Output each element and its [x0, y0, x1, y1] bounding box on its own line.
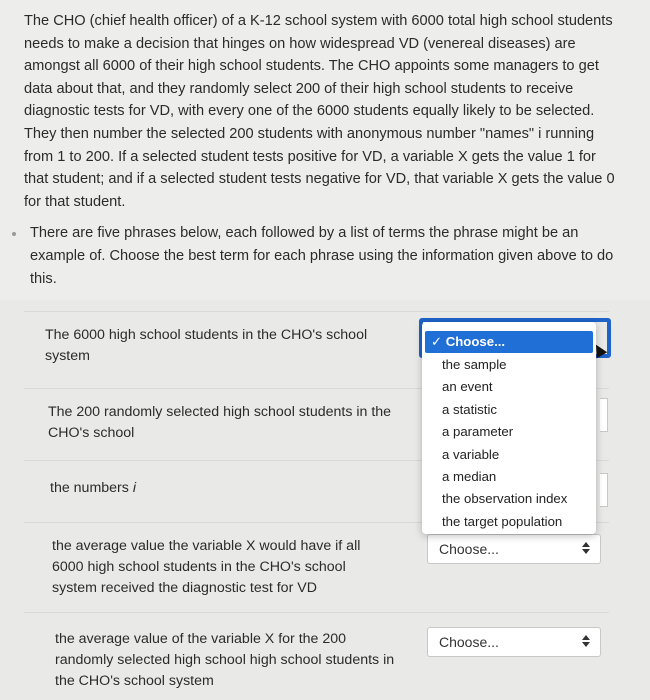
dropdown-option[interactable]: the sample [442, 357, 507, 372]
phrase-3-select-edge[interactable] [600, 473, 608, 507]
question-paragraph: The CHO (chief health officer) of a K-12 school system with 6000 total high school students needs to make a decision that hinges on how widespread VD (venereal diseases) are amongst all 6000 of their high school students. The CHO appoints some managers to get data about that, and they randomly select 200 of their high school students to receive diagnostic tests for VD, with every one of the 6000 students equally likely to be selected. They then number the selected 200 students with anonymous number "names" i running from 1 to 200. If a selected student tests positive for VD, a variable X gets the value 1 for that student; and if a selected student tests negative for VD, that variable X gets the value 0 for that student. [24, 13, 615, 210]
phrase-3-label [50, 478, 250, 499]
instructions-paragraph: There are five phrases below, each followed by a list of terms the phrase might be an example of. Choose the best term for each phrase using the information given above to do this. [30, 225, 614, 287]
bullet-icon [12, 232, 16, 236]
dropdown-option[interactable]: the target population [442, 513, 563, 529]
phrase-1-label: The 6000 high school students in the CHO's school system [45, 327, 368, 364]
dropdown-option[interactable]: a median [442, 469, 497, 484]
dropdown-option-choose[interactable]: ✓ Choose... [425, 331, 593, 353]
question-intro [0, 0, 650, 300]
phrase-3-text: the numbers [50, 480, 129, 496]
select-value: Choose... [439, 541, 499, 557]
dropdown-option[interactable]: an event [442, 379, 493, 395]
phrase-4-select[interactable] [427, 534, 601, 564]
dropdown-option[interactable]: a statistic [442, 401, 497, 417]
phrase-4-label: the average value the variable X would have if all 6000 high school students in the CHO's school system received the diagnostic test for VD [52, 538, 361, 596]
phrase-3-variable: i [132, 480, 136, 496]
phrase-1-dropdown-menu[interactable] [422, 322, 596, 534]
select-value: Choose... [439, 634, 499, 650]
select-arrows-icon [582, 542, 590, 556]
phrase-2-label: The 200 randomly selected high school students in the CHO's school [48, 404, 392, 441]
phrase-5-label: the average value of the variable X for the 200 randomly selected high school high school students in the CHO's school system [55, 631, 395, 689]
dropdown-option[interactable]: the observation index [442, 491, 568, 507]
divider [24, 311, 609, 312]
divider [24, 612, 609, 613]
phrase-2-select-edge[interactable] [600, 398, 608, 432]
dropdown-option[interactable]: a parameter [442, 424, 514, 440]
select-arrows-icon [582, 635, 590, 649]
phrase-5-select[interactable] [427, 627, 601, 657]
dropdown-option[interactable]: a variable [442, 446, 500, 462]
